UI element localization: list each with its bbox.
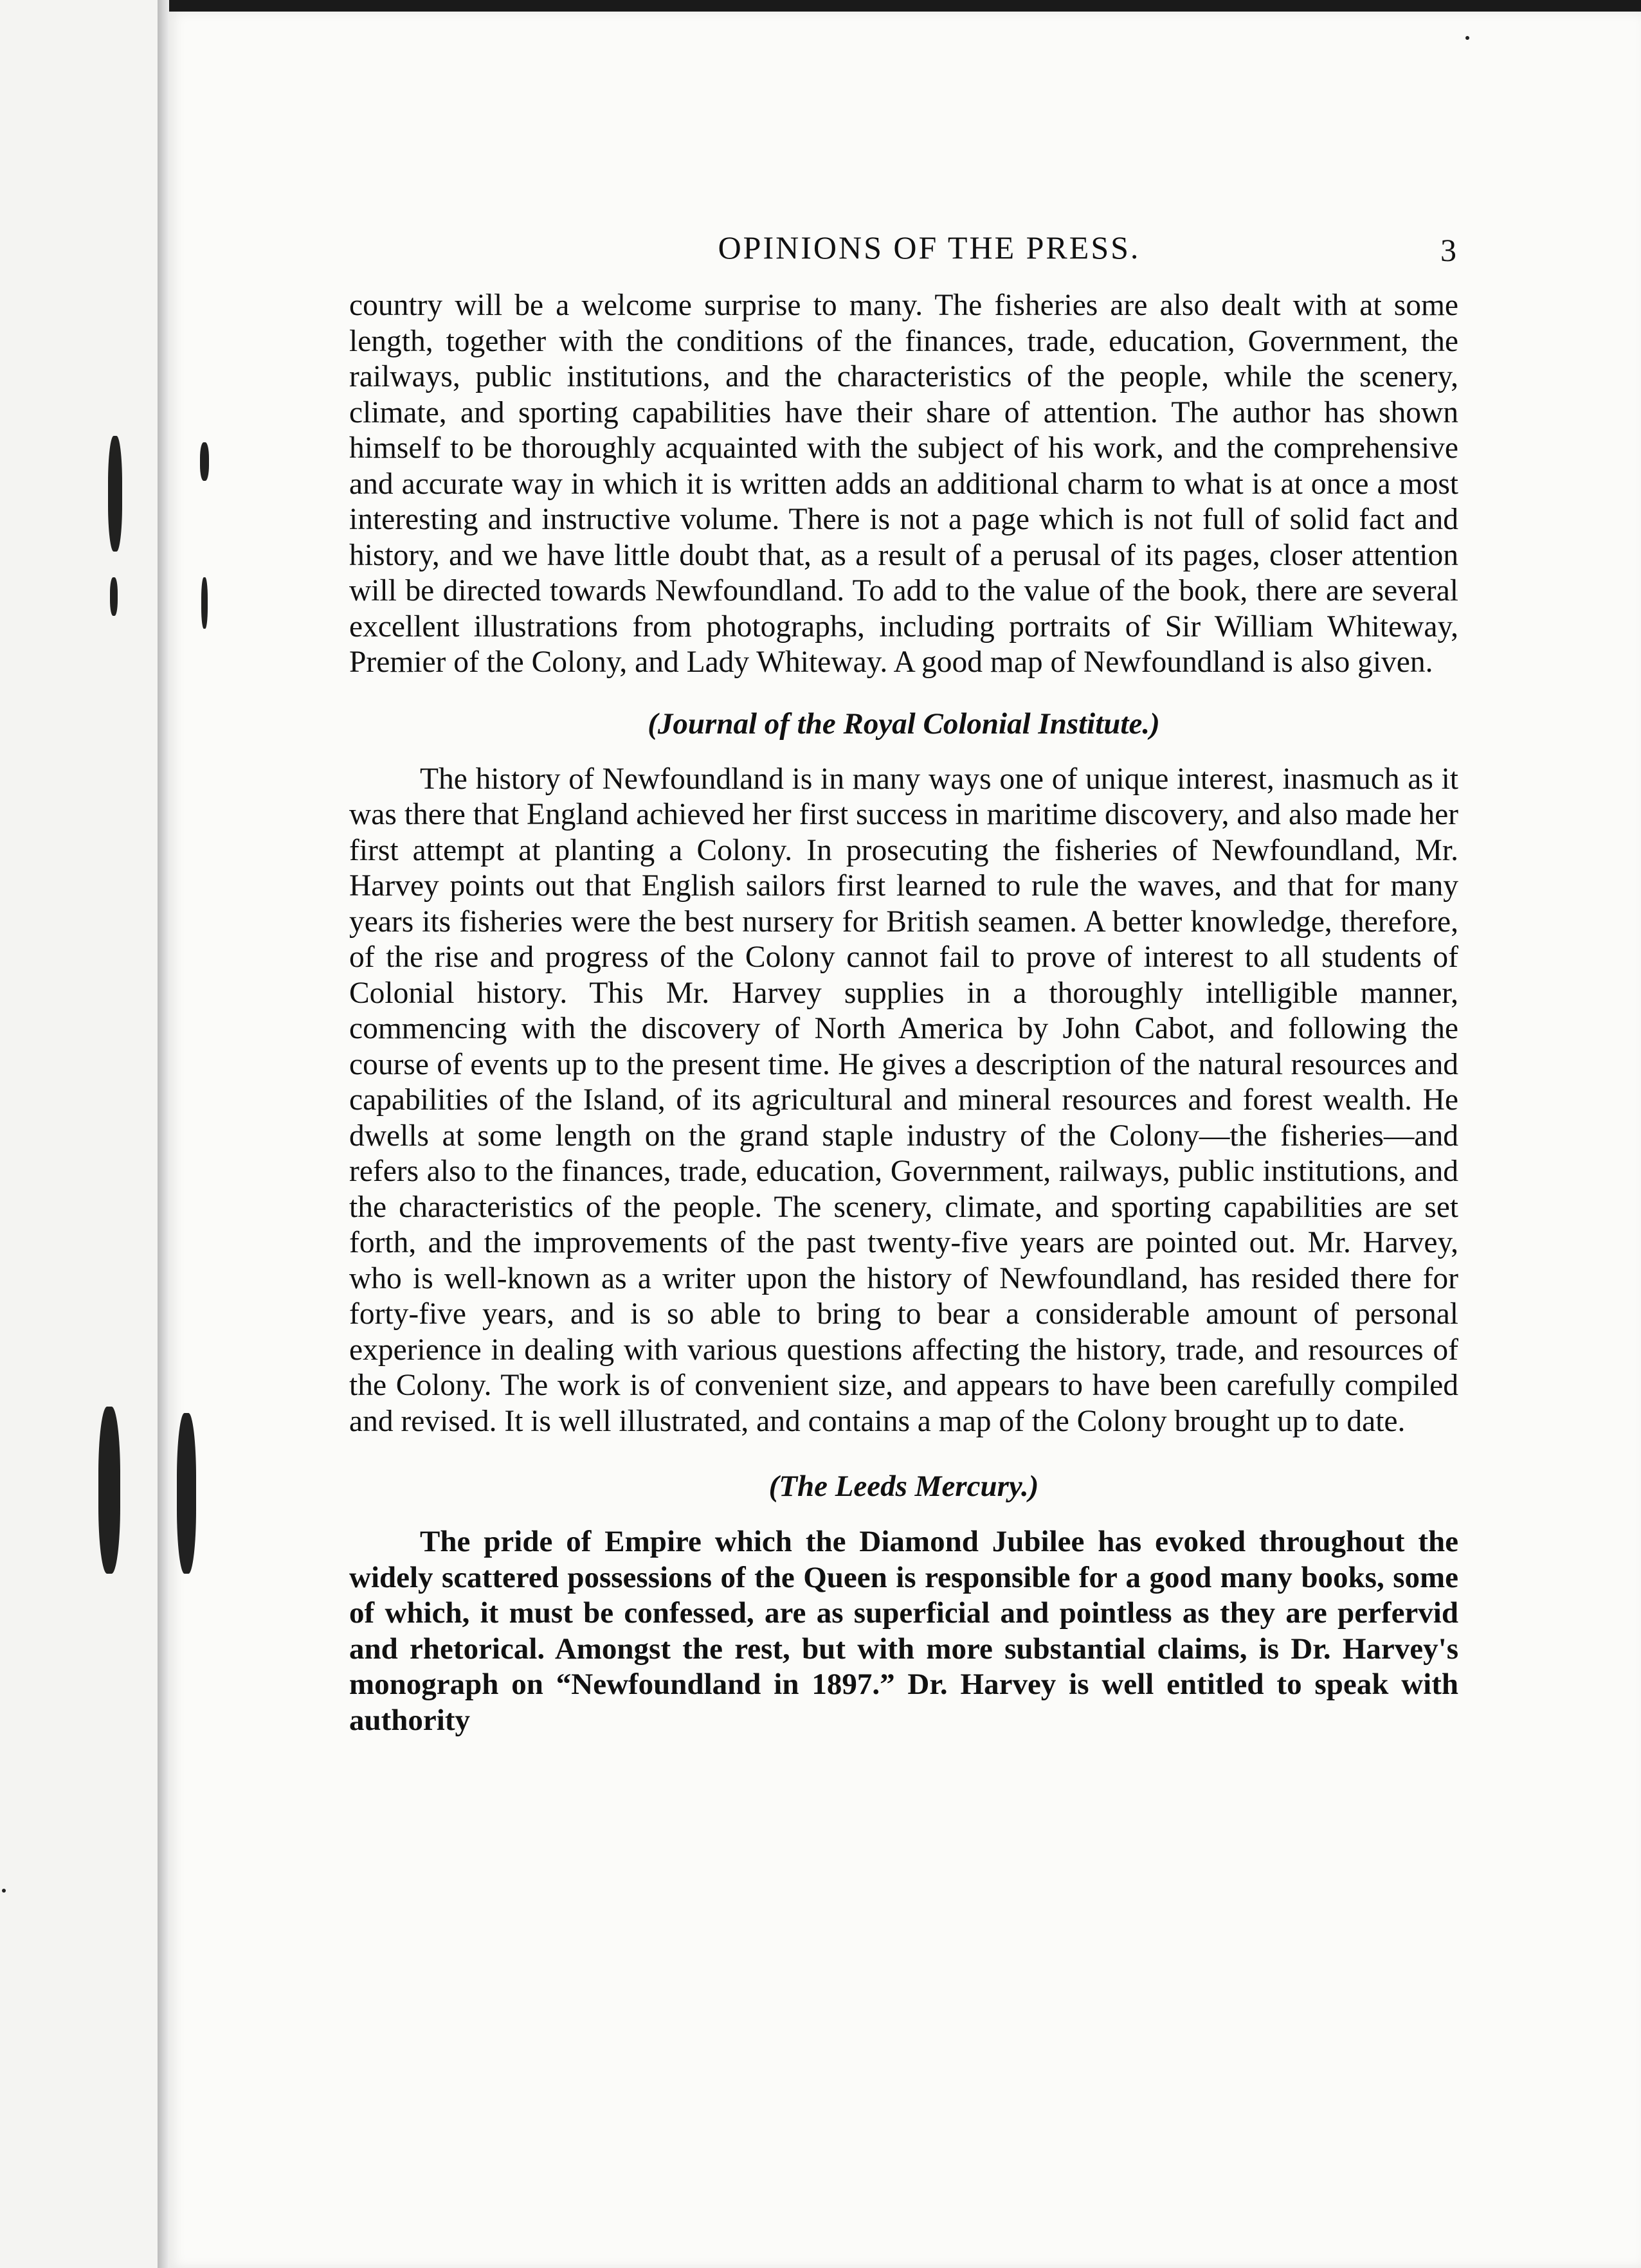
source-heading: (The Leeds Mercury.) [768,1470,1039,1503]
page-number: 3 [1440,232,1456,268]
facing-page-edge [0,0,158,2268]
ink-bleed-mark [177,1413,196,1574]
paragraph: country will be a welcome surprise to many. The fisheries are also dealt with at some length, together with the conditions of the finances, trade, education, Government, the railways, public institutions, and the characteristics of the people, while the scenery, climate, and sporting capabilities have their share of attention. The author has shown himself to be thoroughly acquainted with the subject of his work, and the comprehensive and accurate way in which it is written adds an additional charm to what is at once a most interesting and instructive volume. There is not a page which is not full of solid fact and history, and we have little doubt that, as a result of a perusal of its pages, closer attention will be directed towards Newfoundland. To add to the value of the book, there are several excellent illustrations from photographs, including portraits of Sir William Whiteway, Premier of the Colony, and Lady Whiteway. A good map of Newfoundland is also given. [349,289,1458,679]
review-royal-colonial-institute [349,706,1458,1440]
paragraph: The pride of Empire which the Diamond Jubilee has evoked throughout the widely scattered possessions of the Queen is responsible for a good many books, some of which, it must be confessed, are as superficial and pointless as they are perfervid and rhetorical. Amongst the rest, but with more substantial claims, is Dr. Harvey's monograph on “Newfoundland in 1897.” Dr. Harvey is well entitled to speak with authority [349,1525,1458,1737]
ink-bleed-mark [110,577,118,616]
page-body [349,288,1458,1738]
paragraph: The history of Newfoundland is in many ways one of unique interest, inasmuch as it was there that England achieved her first success in maritime discovery, and also made her first attempt at planting a Colony. In prosecuting the fisheries of Newfoundland, Mr. Harvey points out that English sailors first learned to rule the waves, and that for many years its fisheries were the best nursery for British seamen. A better knowledge, therefore, of the rise and progress of the Colony cannot fail to prove of interest to all students of Colonial history. This Mr. Harvey supplies in a thoroughly intelligible manner, commencing with the discovery of North America by John Cabot, and following the course of events up to the present time. He gives a description of the natural resources and capabilities of the Island, of its agricultural and mineral resources and forest wealth. He dwells at some length on the grand staple industry of the Colony—the fisheries—and refers also to the finances, trade, education, Government, railways, public institutions, and the characteristics of the people. The scenery, climate, and sporting capabilities are set forth, and the improvements of the past twenty-five years are pointed out. Mr. Harvey, who is well-known as a writer upon the history of Newfoundland, has resided there for forty-five years, and is so able to bring to bear a considerable amount of personal experience in dealing with various questions affecting the history, trade, and resources of the Colony. The work is of convenient size, and appears to have been carefully compiled and revised. It is well illustrated, and contains a map of the Colony brought up to date. [349,762,1458,1438]
ink-bleed-mark [201,577,208,629]
review-leeds-mercury [349,1469,1458,1738]
source-heading: (Journal of the Royal Colonial Institute.) [648,706,1160,741]
ink-speck [2,1889,6,1893]
running-head: OPINIONS OF THE PRESS. [718,230,1141,266]
ink-bleed-mark [108,436,122,552]
page-gutter [158,0,169,2268]
ink-bleed-mark [200,442,209,481]
ink-bleed-mark [98,1407,120,1574]
review-continued [349,288,1458,681]
ink-speck [1465,36,1469,40]
